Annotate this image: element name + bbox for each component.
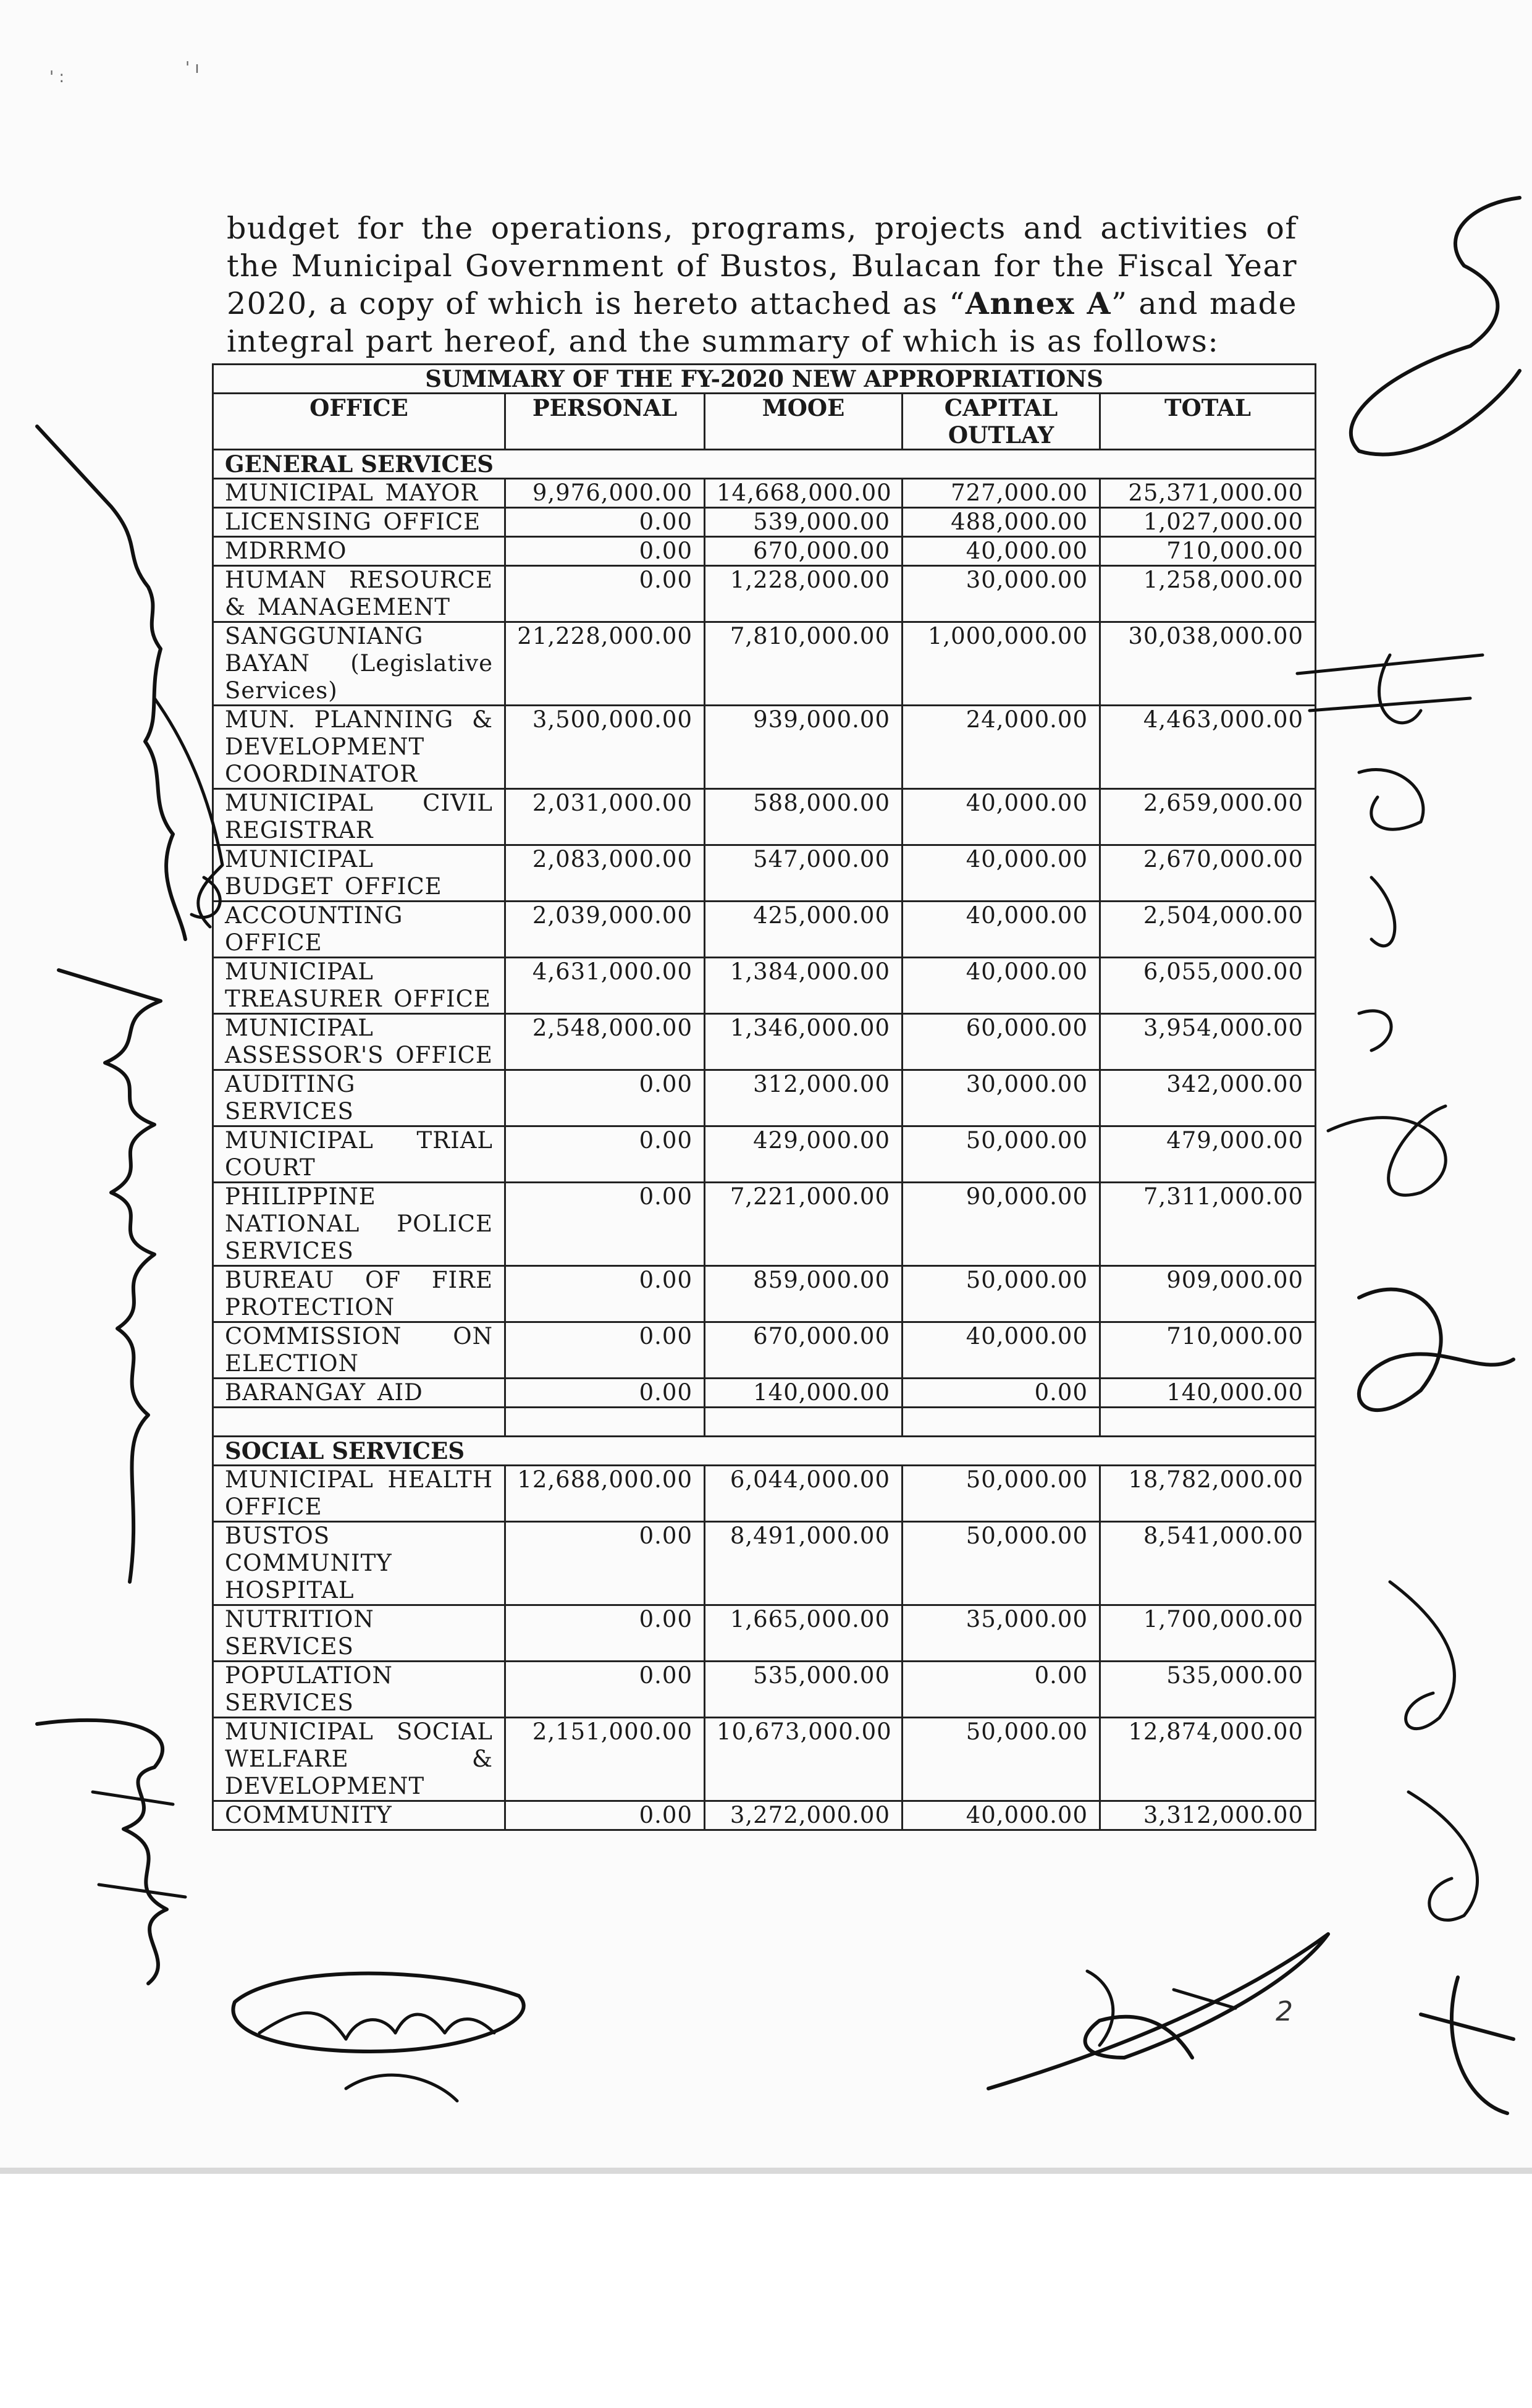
office-cell: MUN. PLANNING & DEVELOPMENT COORDINATOR — [213, 706, 505, 789]
capital-outlay-cell: 0.00 — [903, 1379, 1100, 1408]
section-heading: SOCIAL SERVICES — [213, 1437, 1316, 1466]
office-cell: MUNICIPAL SOCIAL WELFARE & DEVELOPMENT — [213, 1718, 505, 1801]
personal-cell: 0.00 — [505, 1126, 705, 1183]
bottom-left-signature — [233, 1974, 523, 2101]
office-cell: COMMISSION ON ELECTION — [213, 1322, 505, 1379]
office-cell: NUTRITION SERVICES — [213, 1605, 505, 1662]
personal-cell: 2,548,000.00 — [505, 1014, 705, 1070]
mooe-cell: 939,000.00 — [705, 706, 903, 789]
personal-cell: 0.00 — [505, 1266, 705, 1322]
mooe-cell: 670,000.00 — [705, 1322, 903, 1379]
mooe-cell: 7,810,000.00 — [705, 622, 903, 706]
total-cell: 710,000.00 — [1100, 537, 1316, 566]
total-cell: 12,874,000.00 — [1100, 1718, 1316, 1801]
office-cell: HUMAN RESOURCE & MANAGEMENT — [213, 566, 505, 622]
office-cell: LICENSING OFFICE — [213, 508, 505, 537]
office-cell: MUNICIPAL CIVIL REGISTRAR — [213, 789, 505, 845]
office-cell: MUNICIPAL BUDGET OFFICE — [213, 845, 505, 902]
total-cell: 1,027,000.00 — [1100, 508, 1316, 537]
section-heading: GENERAL SERVICES — [213, 450, 1316, 479]
total-cell: 2,659,000.00 — [1100, 789, 1316, 845]
header-office: OFFICE — [213, 394, 505, 450]
header-personal: PERSONAL — [505, 394, 705, 450]
capital-outlay-cell: 488,000.00 — [903, 508, 1100, 537]
personal-cell: 0.00 — [505, 1183, 705, 1266]
total-cell: 6,055,000.00 — [1100, 958, 1316, 1014]
capital-outlay-cell: 30,000.00 — [903, 566, 1100, 622]
personal-cell: 12,688,000.00 — [505, 1466, 705, 1522]
personal-cell: 0.00 — [505, 566, 705, 622]
office-cell: MUNICIPAL TREASURER OFFICE — [213, 958, 505, 1014]
left-margin-signature — [37, 426, 222, 939]
mooe-cell: 312,000.00 — [705, 1070, 903, 1126]
personal-cell: 0.00 — [505, 1662, 705, 1718]
personal-cell: 21,228,000.00 — [505, 622, 705, 706]
total-cell: 8,541,000.00 — [1100, 1522, 1316, 1605]
total-cell: 342,000.00 — [1100, 1070, 1316, 1126]
capital-outlay-cell: 40,000.00 — [903, 789, 1100, 845]
mooe-cell: 14,668,000.00 — [705, 479, 903, 508]
mooe-cell: 1,228,000.00 — [705, 566, 903, 622]
capital-outlay-cell: 40,000.00 — [903, 1322, 1100, 1379]
office-cell: BUSTOS COMMUNITY HOSPITAL — [213, 1522, 505, 1605]
office-cell: MUNICIPAL ASSESSOR'S OFFICE — [213, 1014, 505, 1070]
total-cell: 710,000.00 — [1100, 1322, 1316, 1379]
mooe-cell: 429,000.00 — [705, 1126, 903, 1183]
mooe-cell: 670,000.00 — [705, 537, 903, 566]
capital-outlay-cell: 50,000.00 — [903, 1718, 1100, 1801]
mooe-cell: 859,000.00 — [705, 1266, 903, 1322]
mooe-cell: 535,000.00 — [705, 1662, 903, 1718]
right-margin-signatures — [1297, 198, 1520, 2113]
mooe-cell: 8,491,000.00 — [705, 1522, 903, 1605]
personal-cell: 0.00 — [505, 1379, 705, 1408]
mooe-cell: 1,346,000.00 — [705, 1014, 903, 1070]
office-cell: PHILIPPINE NATIONAL POLICE SERVICES — [213, 1183, 505, 1266]
personal-cell: 0.00 — [505, 1801, 705, 1830]
personal-cell: 3,500,000.00 — [505, 706, 705, 789]
personal-cell: 4,631,000.00 — [505, 958, 705, 1014]
capital-outlay-cell: 0.00 — [903, 1662, 1100, 1718]
mooe-cell: 1,384,000.00 — [705, 958, 903, 1014]
personal-cell: 0.00 — [505, 537, 705, 566]
office-cell: BUREAU OF FIRE PROTECTION — [213, 1266, 505, 1322]
capital-outlay-cell: 50,000.00 — [903, 1522, 1100, 1605]
total-cell: 3,954,000.00 — [1100, 1014, 1316, 1070]
capital-outlay-cell: 50,000.00 — [903, 1126, 1100, 1183]
office-cell: MDRRMO — [213, 537, 505, 566]
personal-cell: 0.00 — [505, 1322, 705, 1379]
mooe-cell: 7,221,000.00 — [705, 1183, 903, 1266]
capital-outlay-cell: 24,000.00 — [903, 706, 1100, 789]
office-cell: MUNICIPAL HEALTH OFFICE — [213, 1466, 505, 1522]
capital-outlay-cell: 1,000,000.00 — [903, 622, 1100, 706]
office-cell: SANGGUNIANG BAYAN (Legislative Services) — [213, 622, 505, 706]
capital-outlay-cell: 40,000.00 — [903, 902, 1100, 958]
total-cell: 25,371,000.00 — [1100, 479, 1316, 508]
total-cell: 535,000.00 — [1100, 1662, 1316, 1718]
total-cell: 2,670,000.00 — [1100, 845, 1316, 902]
personal-cell: 2,039,000.00 — [505, 902, 705, 958]
total-cell: 140,000.00 — [1100, 1379, 1316, 1408]
mooe-cell: 425,000.00 — [705, 902, 903, 958]
left-margin-wave-signature — [59, 970, 161, 1582]
header-total: TOTAL — [1100, 394, 1316, 450]
total-cell: 3,312,000.00 — [1100, 1801, 1316, 1830]
mooe-cell: 1,665,000.00 — [705, 1605, 903, 1662]
office-cell: MUNICIPAL MAYOR — [213, 479, 505, 508]
office-cell: COMMUNITY — [213, 1801, 505, 1830]
personal-cell: 2,083,000.00 — [505, 845, 705, 902]
total-cell: 4,463,000.00 — [1100, 706, 1316, 789]
scan-speck: ' ı — [185, 59, 200, 77]
mooe-cell: 140,000.00 — [705, 1379, 903, 1408]
office-cell: BARANGAY AID — [213, 1379, 505, 1408]
personal-cell: 0.00 — [505, 1070, 705, 1126]
total-cell: 2,504,000.00 — [1100, 902, 1316, 958]
capital-outlay-cell: 40,000.00 — [903, 537, 1100, 566]
capital-outlay-cell: 727,000.00 — [903, 479, 1100, 508]
total-cell: 909,000.00 — [1100, 1266, 1316, 1322]
mooe-cell: 3,272,000.00 — [705, 1801, 903, 1830]
total-cell: 1,258,000.00 — [1100, 566, 1316, 622]
capital-outlay-cell: 40,000.00 — [903, 845, 1100, 902]
total-cell: 18,782,000.00 — [1100, 1466, 1316, 1522]
office-cell: MUNICIPAL TRIAL COURT — [213, 1126, 505, 1183]
mooe-cell: 6,044,000.00 — [705, 1466, 903, 1522]
office-cell: AUDITING SERVICES — [213, 1070, 505, 1126]
capital-outlay-cell: 40,000.00 — [903, 958, 1100, 1014]
mooe-cell: 539,000.00 — [705, 508, 903, 537]
office-cell: POPULATION SERVICES — [213, 1662, 505, 1718]
intro-text-end: ” and made integral part hereof, and the summary of which is as follows: — [227, 286, 1297, 359]
table-title: SUMMARY OF THE FY-2020 NEW APPROPRIATIONS — [213, 365, 1316, 394]
capital-outlay-cell: 50,000.00 — [903, 1466, 1100, 1522]
personal-cell: 9,976,000.00 — [505, 479, 705, 508]
capital-outlay-cell: 50,000.00 — [903, 1266, 1100, 1322]
scan-speck: ' : — [49, 68, 65, 87]
personal-cell: 2,031,000.00 — [505, 789, 705, 845]
personal-cell: 0.00 — [505, 508, 705, 537]
capital-outlay-cell: 30,000.00 — [903, 1070, 1100, 1126]
header-mooe: MOOE — [705, 394, 903, 450]
total-cell: 1,700,000.00 — [1100, 1605, 1316, 1662]
total-cell: 7,311,000.00 — [1100, 1183, 1316, 1266]
total-cell: 479,000.00 — [1100, 1126, 1316, 1183]
annex-label: Annex A — [965, 285, 1111, 321]
page-number: 2 — [1276, 1996, 1293, 2027]
capital-outlay-cell: 90,000.00 — [903, 1183, 1100, 1266]
mooe-cell: 588,000.00 — [705, 789, 903, 845]
personal-cell: 2,151,000.00 — [505, 1718, 705, 1801]
left-margin-lower-signature — [37, 1720, 185, 1983]
capital-outlay-cell: 40,000.00 — [903, 1801, 1100, 1830]
office-cell: ACCOUNTING OFFICE — [213, 902, 505, 958]
intro-text-start: budget for the operations, programs, projects and activities of the Municipal Government of Bustos, Bulacan for the Fiscal Year 2020, a copy of which is hereto attached as “ — [227, 211, 1297, 321]
capital-outlay-cell: 35,000.00 — [903, 1605, 1100, 1662]
personal-cell: 0.00 — [505, 1522, 705, 1605]
mooe-cell: 10,673,000.00 — [705, 1718, 903, 1801]
mooe-cell: 547,000.00 — [705, 845, 903, 902]
total-cell: 30,038,000.00 — [1100, 622, 1316, 706]
personal-cell: 0.00 — [505, 1605, 705, 1662]
header-capital-outlay: CAPITAL OUTLAY — [903, 394, 1100, 450]
capital-outlay-cell: 60,000.00 — [903, 1014, 1100, 1070]
